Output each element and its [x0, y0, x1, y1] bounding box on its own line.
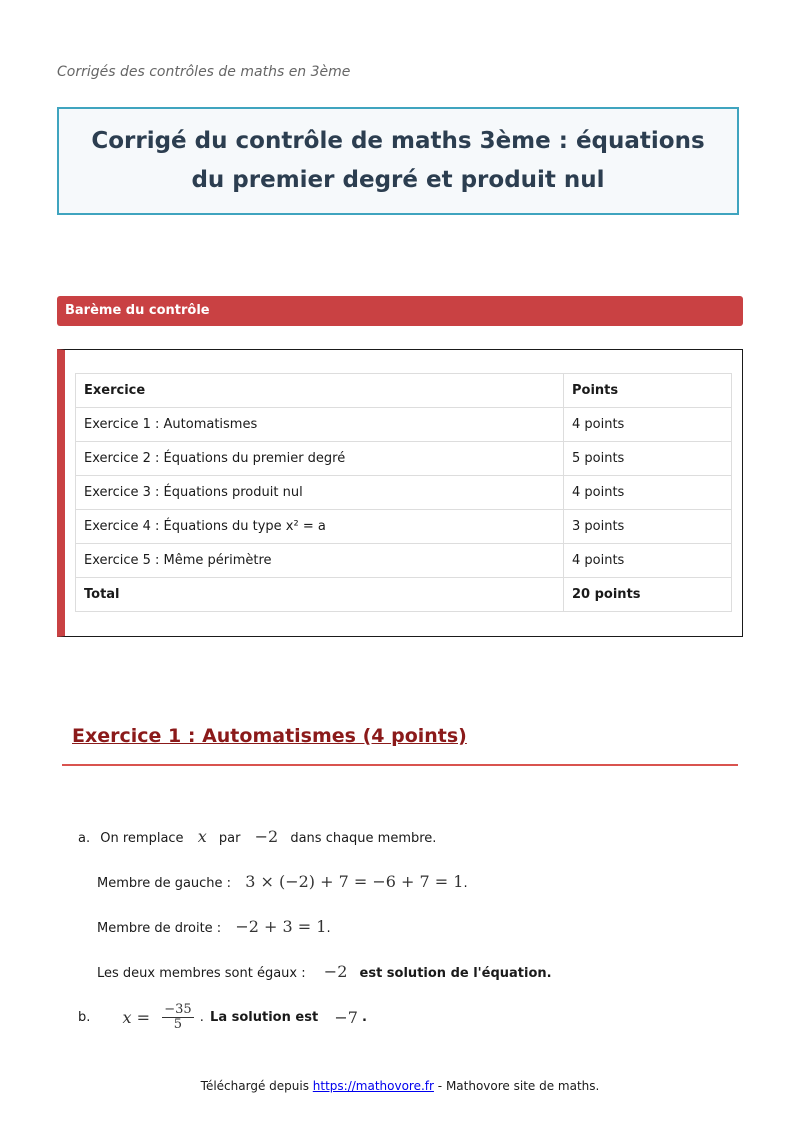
- table-row: [76, 442, 732, 476]
- list-marker-a: a.: [78, 831, 91, 846]
- footer-suffix: - Mathovore site de maths.: [437, 1079, 600, 1093]
- solution-bold-text: La solution est: [210, 1010, 319, 1025]
- intro-text-2: par: [218, 831, 241, 846]
- total-points: 20 points: [564, 578, 732, 612]
- exercise-1-title: Exercice 1 : Automatismes (4 points): [72, 725, 467, 747]
- intro-text-3: dans chaque membre.: [290, 831, 437, 846]
- page-title-box: [57, 107, 739, 215]
- row-points: 4 points: [564, 476, 732, 510]
- row-points: 3 points: [564, 510, 732, 544]
- table-row: [76, 544, 732, 578]
- row-points: 4 points: [564, 408, 732, 442]
- bareme-heading: Barème du contrôle: [57, 296, 743, 326]
- right-member-label: Membre de droite :: [97, 921, 222, 936]
- fraction-numerator: −35: [164, 1002, 192, 1017]
- row-exercice: Exercice 3 : Équations produit nul: [76, 476, 564, 510]
- column-header-exercice: Exercice: [76, 374, 564, 408]
- conclusion-value: −2: [323, 962, 348, 981]
- math-value: −2: [254, 827, 279, 846]
- list-marker-b: b.: [78, 1010, 91, 1025]
- left-member-label: Membre de gauche :: [97, 876, 232, 891]
- footer-prefix: Téléchargé depuis: [200, 1079, 309, 1093]
- row-exercice: Exercice 1 : Automatismes: [76, 408, 564, 442]
- table-row: [76, 476, 732, 510]
- answer-b: b. x = $\frac{-35}{5}$ . La solution est −7 .: [78, 1002, 367, 1032]
- table-row: [76, 408, 732, 442]
- bareme-box: [57, 349, 743, 637]
- left-member-line: Membre de gauche : 3 × (−2) + 7 = −6 + 7 = 1.: [97, 872, 468, 891]
- row-points: 4 points: [564, 544, 732, 578]
- breadcrumb[interactable]: Corrigés des contrôles de maths en 3ème: [57, 64, 351, 80]
- math-variable: x: [197, 827, 207, 846]
- page-title: Corrigé du contrôle de maths 3ème : équations du premier degré et produit nul: [91, 128, 705, 193]
- answer-a-intro: [78, 827, 436, 846]
- conclusion-label: Les deux membres sont égaux :: [97, 966, 306, 981]
- table-total-row: [76, 578, 732, 612]
- exercise-1-divider: [62, 764, 738, 766]
- conclusion-line: [97, 962, 552, 981]
- table-header-row: [76, 374, 732, 408]
- row-points: 5 points: [564, 442, 732, 476]
- table-row: [76, 510, 732, 544]
- row-exercice: Exercice 2 : Équations du premier degré: [76, 442, 564, 476]
- solution-value: −7: [334, 1008, 358, 1027]
- fraction-denominator: 5: [173, 1017, 183, 1032]
- conclusion-bold-text: est solution de l'équation.: [359, 966, 552, 981]
- footer-link[interactable]: https://mathovore.fr: [312, 1079, 434, 1093]
- footer: [0, 1079, 800, 1093]
- total-label: Total: [76, 578, 564, 612]
- row-exercice: Exercice 5 : Même périmètre: [76, 544, 564, 578]
- right-member-expression: −2 + 3 = 1: [235, 917, 327, 936]
- math-lhs: x =: [122, 1008, 151, 1027]
- right-member-line: Membre de droite : −2 + 3 = 1.: [97, 917, 331, 936]
- intro-text-1: On remplace: [100, 831, 184, 846]
- math-fraction: [162, 1003, 193, 1032]
- left-member-expression: 3 × (−2) + 7 = −6 + 7 = 1: [245, 872, 464, 891]
- bareme-table: [75, 373, 732, 612]
- row-exercice: Exercice 4 : Équations du type x² = a: [76, 510, 564, 544]
- column-header-points: Points: [564, 374, 732, 408]
